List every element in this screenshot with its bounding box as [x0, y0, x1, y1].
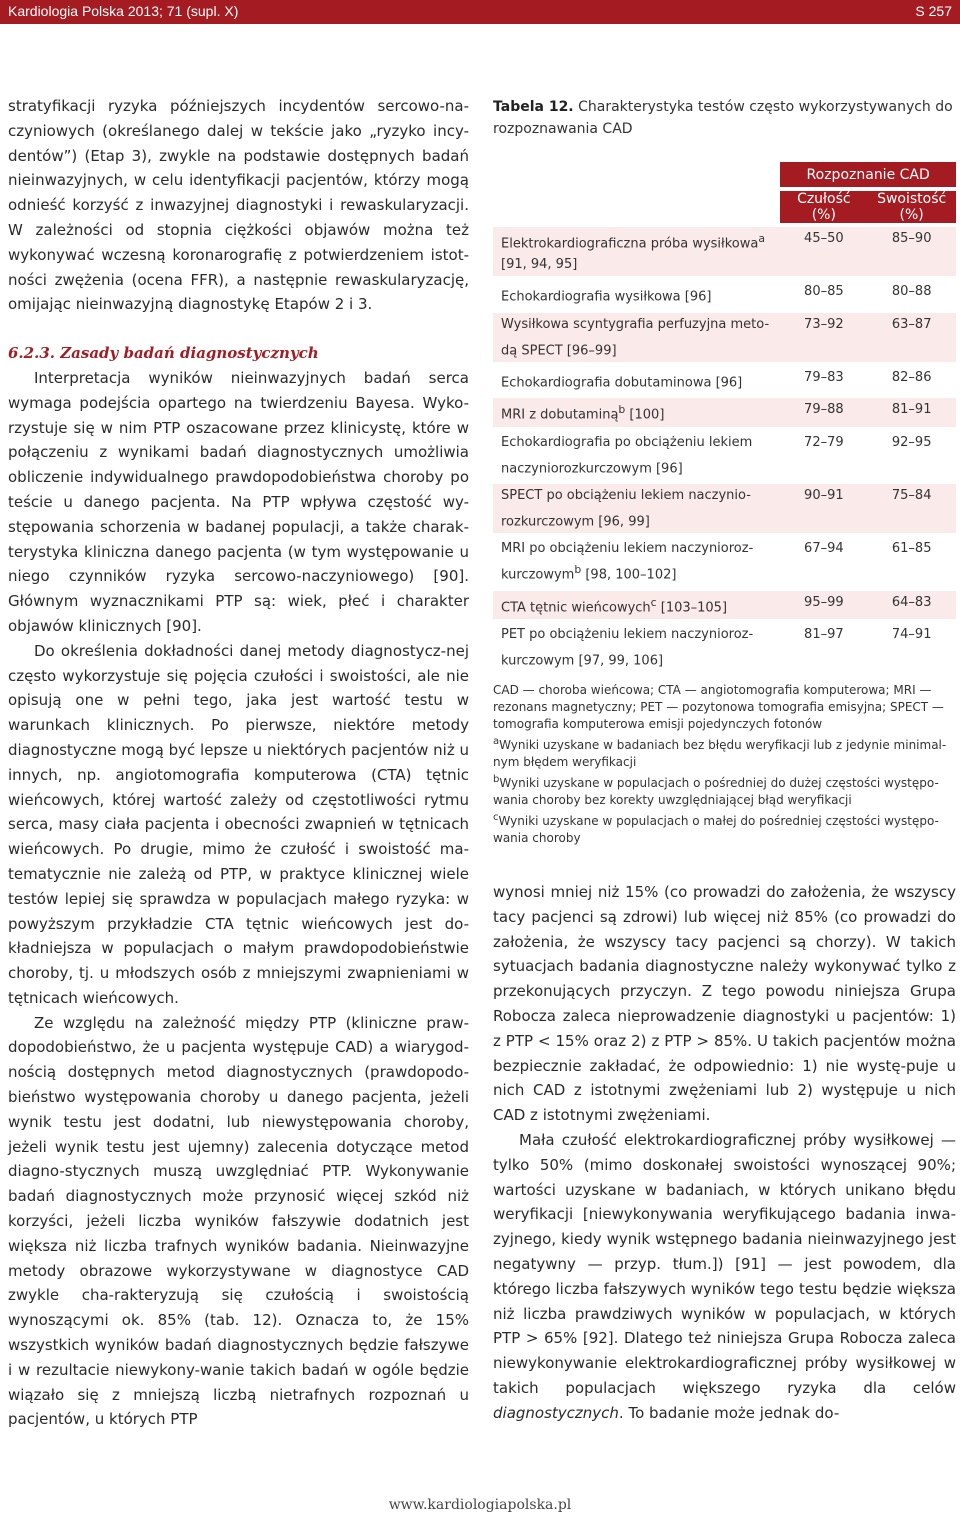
- test-name: PET po obciążeniu lekiem naczynioroz-kurczowym [97, 99, 106]: [501, 626, 754, 669]
- table-row: [493, 313, 956, 362]
- sensitivity-value: 80–85: [804, 284, 844, 300]
- table-row: [493, 623, 956, 672]
- page-number: S 257: [915, 3, 952, 19]
- test-name: MRI z dobutaminą$^b$ [100]: [493, 398, 780, 426]
- sensitivity-value: 81–97: [804, 626, 844, 642]
- specificity-value: 81–91: [867, 398, 956, 426]
- note-c: $^c$Wyniki uzyskane w populacjach o małej do pośredniej częstości występo-wania choroby: [493, 812, 939, 846]
- sensitivity-value: 79–88: [780, 398, 867, 426]
- table-row: [493, 484, 956, 533]
- specificity-value: 61–85: [891, 541, 932, 557]
- specificity-value: 85–90: [867, 227, 956, 276]
- specificity-value: 92–95: [891, 434, 932, 450]
- journal-citation: Kardiologia Polska 2013; 71 (supl. X): [8, 3, 239, 19]
- table-label: Tabela 12.: [493, 99, 574, 115]
- table-12: [493, 96, 956, 847]
- specificity-value: 75–84: [867, 484, 956, 533]
- test-name: SPECT po obciążeniu lekiem naczynio-rozkurczowym [96, 99]: [493, 484, 780, 533]
- test-name: Elektrokardiograficzna próba wysiłkowa$^a$ [91, 94, 95]: [493, 227, 780, 276]
- table-row: [493, 537, 956, 586]
- note-a: $^a$Wyniki uzyskane w badaniach bez błędu weryfikacji lub z jedynie minimal-nym błędem weryfikacji: [493, 736, 947, 770]
- data-table: [493, 158, 956, 676]
- table-row: [493, 227, 956, 276]
- test-name: MRI po obciążeniu lekiem naczynioroz-kurczowym$^b$ [98, 100–102]: [501, 541, 754, 583]
- sensitivity-value: 95–99: [780, 591, 867, 619]
- paragraph: stratyfikacji ryzyka późniejszych incydentów sercowo-na-czyniowych (określanego dalej w tekście jako „ryzyko incy-dentów”) (Etap 3), zwykle na podstawie dostępnych badań nieinwazyjnych, w celu identyfikacji pacjentów, którzy mogą odnieść korzyść z inwazyjnej diagnostyki i rewaskularyzacji. W zależności od stopnia ciężkości objawów można też wykonywać wczesną koronarografię z potwierdzeniem istot-ności zwężenia (ocena FFR), a następnie rewaskularyzację, omijając nieinwazyjną diagnostykę Etapów 2 i 3.: [8, 97, 469, 314]
- specificity-value: 63–87: [867, 313, 956, 362]
- table-notes: [493, 682, 956, 847]
- table-title: Charakterystyka testów często wykorzystywanych do rozpoznawania CAD: [493, 99, 953, 137]
- sensitivity-value: 72–79: [804, 434, 844, 450]
- section-title: 6.2.3. Zasady badań diagnostycznych: [8, 344, 319, 363]
- table-row: [493, 431, 956, 480]
- right-column: [493, 880, 956, 1426]
- paragraph: wynosi mniej niż 15% (co prowadzi do założenia, że wszyscy tacy pacjenci są zdrowi) lub więcej niż 85% (co prowadzi do założenia, że wszyscy tacy pacjenci są chorzy). W takich sytuacjach badania diagnostyczne należy wykonywać tylko z przekonujących przyczyn. Z tego powodu niniejsza Grupa Robocza zaleca nieprowadzenie diagnostyki u pacjentów: 1) z PTP < 15% oraz 2) z PTP > 85%. U takich pacjentów można bezpiecznie zakładać, że odpowiednio: 1) nie wystę-puje u nich CAD z istotnymi zwężeniami lub 2) występuje u nich CAD z istotnymi zwężeniami.: [493, 883, 956, 1125]
- sensitivity-value: 90–91: [780, 484, 867, 533]
- table-caption: [493, 96, 956, 140]
- table-row: [493, 280, 956, 308]
- paragraph: Interpretacja wyników nieinwazyjnych badań serca wymaga podejścia opartego na twierdzeniu Bayesa. Wyko-rzystuje się w nim PTP oszacowane przez klinicystę, które w połączeniu z wynikami badań diagnostycznych umożliwia obliczenie indywidualnego prawdopodobieństwa choroby po teście u danego pacjenta. Na PTP wpływa częstość wy-stępowania schorzenia w badanej populacji, a także charak-terystyka kliniczna danego pacjenta (w tym występowanie u niego czynników ryzyka sercowo-naczyniowego) [90]. Głównym wyznacznikami PTP są: wiek, płeć i charakter objawów klinicznych [90].: [8, 368, 469, 635]
- group-header: Rozpoznanie CAD: [780, 162, 956, 187]
- running-header: [0, 0, 960, 24]
- note-b: $^b$Wyniki uzyskane w populacjach o pośredniej do dużej częstości występo-wania choroby bez korekty uwzględniającej błąd weryfikacji: [493, 774, 939, 808]
- sensitivity-value: 79–83: [804, 369, 844, 385]
- test-name: Echokardiografia wysiłkowa [96]: [501, 289, 712, 305]
- paragraph: Do określenia dokładności danej metody diagnostycz-nej często wykorzystuje się pojęcia czułości i swoistości, ale nie opisują one w pełni tego, jaka jest wartość testu w warunkach klinicznych. Po pierwsze, niektóre metody diagnostyczne mogą być lepsze u niektórych pacjentów niż u innych, np. angiotomografia komputerowa (CTA) tętnic wieńcowych, której wartość zależy od częstotliwości rytmu serca, masy ciała pacjenta i obecności zwapnień w tętnicach wieńcowych. Po drugie, mimo że czułość i swoistość ma-tematycznie nie zależą od PTP, w praktyce klinicznej wiele testów lepiej się sprawdza w populacjach małego ryzyka: w powyższym przykładzie CTA tętnic wieńcowych jest do-kładniejsza w populacjach o małym prawdopodobieństwie choroby, tj. u młodszych osób z mniejszymi zwapnieniami w tętnicach wieńcowych.: [8, 641, 469, 1007]
- sensitivity-value: 73–92: [780, 313, 867, 362]
- paragraph: Mała czułość elektrokardiograficznej próby wysiłkowej — tylko 50% (mimo doskonałej swoistości wynoszącej 90%; wartości uzyskane w badaniach, w których unikano błędu weryfikacji [niewykonywania weryfikującego badania inwa-zyjnego, kiedy wynik wstępnego badania nieinwazyjnego jest negatywny — przyp. tłum.]) [91] — jest powodem, dla którego liczba fałszywych wyników tego testu będzie większa niż liczba prawdziwych wyników w populacjach, w których PTP > 65% [92]. Dlatego też niniejsza Grupa Robocza zaleca niewykonywanie elektrokardiograficznej próby wysiłkowej w takich populacjach większego ryzyka dla celów diagnostycznych. To badanie może jednak do-: [493, 1130, 956, 1422]
- abbreviations: CAD — choroba wieńcowa; CTA — angiotomografia komputerowa; MRI — rezonans magnetyczny; PET — pozytonowa tomografia emisyjna; SPECT — tomografia komputerowa emisji pojedynczych fotonów: [493, 683, 944, 732]
- left-column: [8, 94, 469, 1432]
- test-name: CTA tętnic wieńcowych$^c$ [103–105]: [493, 591, 780, 619]
- paragraph: Ze względu na zależność między PTP (kliniczne praw-dopodobieństwo, że u pacjenta występuje CAD) a wiarygod-nością dostępnych metod diagnostycznych (prawdopodo-bieństwo występowania choroby u danego pacjenta, jeżeli wynik testu jest dodatni, lub niewystępowania choroby, jeżeli wynik testu jest ujemny) zalecenia dotyczące metod diagno-stycznych muszą uwzględniać PTP. Wykonywanie badań diagnostycznych może przynosić więcej szkód niż korzyści, jeżeli liczba wyników fałszywie dodatnich jest większa niż liczba trafnych wyników badania. Nieinwazyjne metody obrazowe wykorzystywane w diagnostyce CAD zwykle cha-rakteryzują się czułością i swoistością wynoszącymi ok. 85% (tab. 12). Oznacza to, że 15% wszystkich wyników badań diagnostycznych będzie fałszywe i w rezultacie niewykony-wanie takich badań w ogóle będzie wiązało się z mniejszą liczbą nietrafnych rozpoznań u pacjentów, u których PTP: [8, 1013, 469, 1429]
- test-name: Echokardiografia po obciążeniu lekiem naczyniorozkurczowym [96]: [501, 434, 753, 476]
- specificity-value: 74–91: [891, 626, 932, 642]
- table-row: [493, 366, 956, 394]
- table-row: [493, 591, 956, 619]
- footer-url[interactable]: www.kardiologiapolska.pl: [388, 1497, 572, 1513]
- test-name: Echokardiografia dobutaminowa [96]: [501, 375, 743, 391]
- sensitivity-value: 45–50: [780, 227, 867, 276]
- col-header-sensitivity: Czułość (%): [780, 191, 867, 223]
- specificity-value: 80–88: [891, 284, 932, 300]
- sensitivity-value: 67–94: [804, 541, 844, 557]
- col-header-specificity: Swoistość (%): [867, 191, 956, 223]
- specificity-value: 64–83: [867, 591, 956, 619]
- table-row: [493, 398, 956, 426]
- specificity-value: 82–86: [891, 369, 932, 385]
- test-name: Wysiłkowa scyntygrafia perfuzyjna meto-dą SPECT [96–99]: [493, 313, 780, 362]
